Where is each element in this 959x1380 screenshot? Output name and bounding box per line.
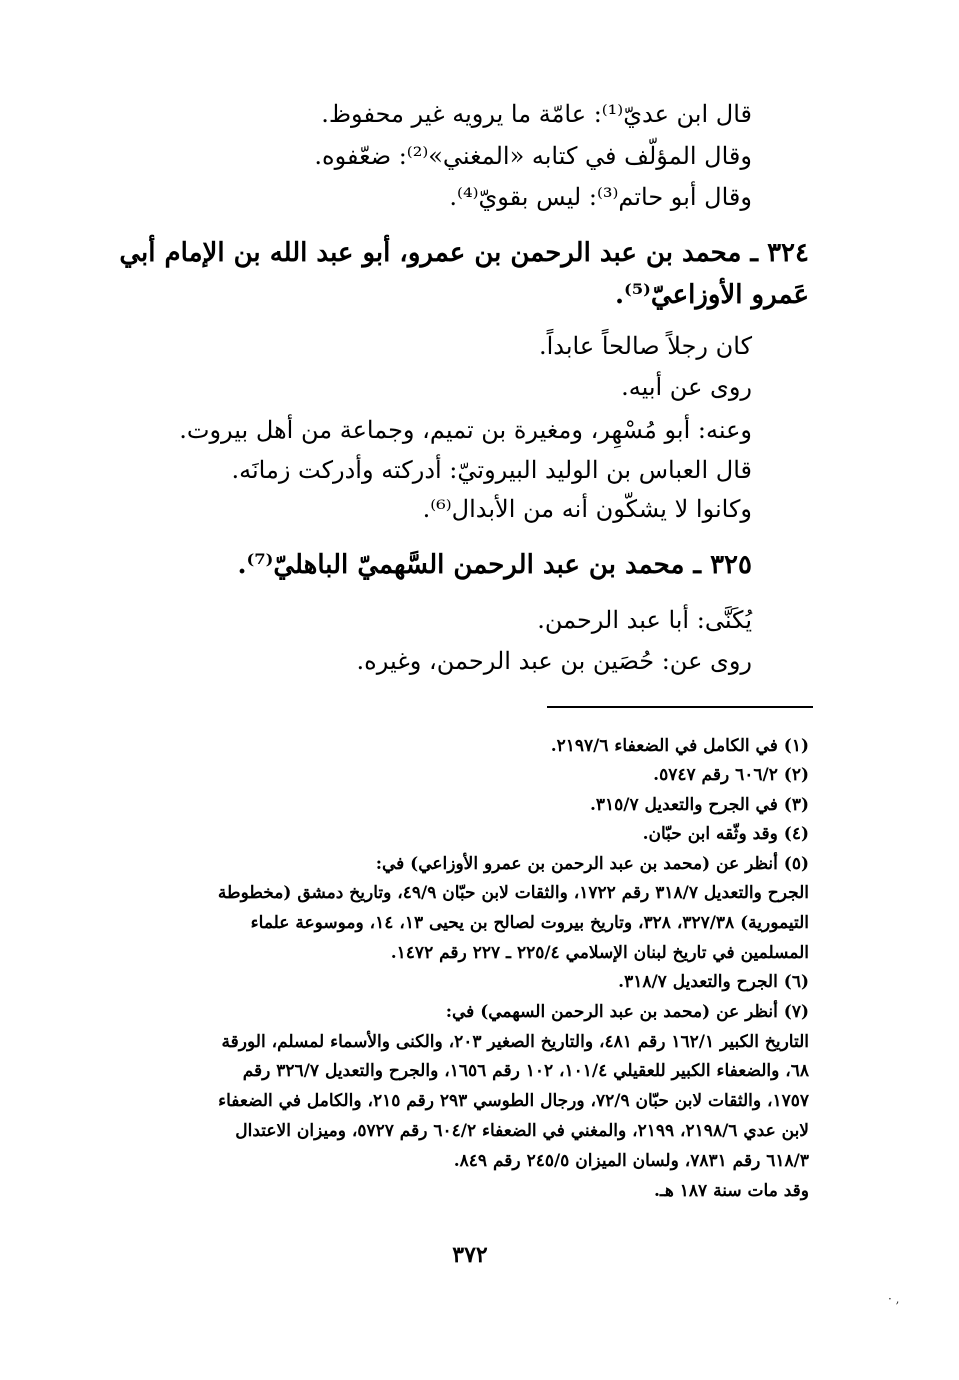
text-line: وعنه: أبو مُسْهِر، ومغيرة بن تميم، وجماعة من أهل بيروت.	[179, 416, 752, 444]
footnote: (١) في الكامل في الضعفاء ٢١٩٧/٦.	[550, 736, 809, 756]
footnote: (٥) أنظر عن (محمد بن عبد الرحمن بن عمرو الأوزاعي) في:	[375, 854, 809, 874]
text-line: يُكَنَّى: أبا عبد الرحمن.	[537, 606, 752, 634]
entry-heading-cont: عَمرو الأوزاعيّ⁽⁵⁾.	[614, 280, 809, 310]
footnote-cont: المسلمين في تاريخ لبنان الإسلامي ٢٢٥/٤ ـ ٢٢٧ رقم ١٤٧٢.	[390, 943, 809, 963]
footnote: (٦) الجرح والتعديل ٣١٨/٧.	[618, 972, 809, 992]
footnote-cont: الجرح والتعديل ٣١٨/٧ رقم ١٧٢٢، والثقات لابن حبّان ٤٩/٩، وتاريخ دمشق (مخطوطة	[217, 883, 809, 903]
footnote: (٧) أنظر عن (محمد بن عبد الرحمن السهمي) في:	[445, 1002, 809, 1022]
footnote-cont: لابن عدي ٢١٩٨/٦، ٢١٩٩، والمغني في الضعفاء ٦٠٤/٢ رقم ٥٧٢٧، وميزان الاعتدال	[235, 1121, 809, 1141]
footnote-cont: التيمورية) ٣٢٧/٣٨، ٣٢٨، وتاريخ بيروت لصالح بن يحيى ١٣، ١٤، وموسوعة علماء	[250, 913, 809, 933]
entry-heading: ٣٢٥ ـ محمد بن عبد الرحمن السَّهميّ الباهليّ⁽⁷⁾.	[237, 550, 752, 580]
footnote: (٢) ٦٠٦/٢ رقم ٥٧٤٧.	[653, 765, 809, 785]
text-line: وقال أبو حاتم⁽³⁾: ليس بقويّ⁽⁴⁾.	[449, 183, 752, 211]
scan-specks: · ,	[888, 1292, 900, 1306]
footnote-cont: ١٧٥٧، والثقات لابن حبّان ٧٢/٩، ورجال الطوسي ٢٩٣ رقم ٢١٥، والكامل في الضعفاء	[218, 1091, 809, 1111]
footnote-cont: وقد مات سنة ١٨٧ هـ.	[654, 1181, 809, 1201]
text-line: قال العباس بن الوليد البيروتيّ: أدركته وأدركت زمانَه.	[231, 456, 752, 484]
text-line: كان رجلاً صالحاً عابداً.	[538, 332, 752, 360]
footnote: (٤) وقد وثّقه ابن حبّان.	[642, 824, 809, 844]
text-line: وكانوا لا يشكّون أنه من الأبدال⁽⁶⁾.	[422, 495, 752, 523]
entry-heading: ٣٢٤ ـ محمد بن عبد الرحمن بن عمرو، أبو عبد الله بن الإمام أبي	[119, 238, 809, 268]
footnote-cont: ٦١٨/٣ رقم ٧٨٣١، ولسان الميزان ٢٤٥/٥ رقم ٨٤٩.	[453, 1151, 809, 1171]
text-line: روى عن أبيه.	[621, 373, 752, 401]
text-line: وقال المؤلّف في كتابه «المغني»⁽²⁾: ضعّفوه.	[314, 142, 752, 170]
page-number: ٣٧٢	[452, 1242, 488, 1268]
footnote-separator	[547, 706, 813, 708]
footnote: (٣) في الجرح والتعديل ٣١٥/٧.	[589, 795, 809, 815]
footnote-cont: التاريخ الكبير ١٦٢/١ رقم ٤٨١، والتاريخ الصغير ٢٠٣، والكنى والأسماء لمسلم، الورقة	[221, 1032, 809, 1052]
text-line: روى عن: حُصَين بن عبد الرحمن، وغيره.	[356, 647, 752, 675]
footnote-cont: ٦٨، والضعفاء الكبير للعقيلي ١٠١/٤، ١٠٢ رقم ١٦٥٦، والجرح والتعديل ٣٢٦/٧ رقم	[242, 1061, 809, 1081]
text-line: قال ابن عديّ⁽¹⁾: عامّة ما يرويه غير محفوظ.	[321, 100, 752, 128]
